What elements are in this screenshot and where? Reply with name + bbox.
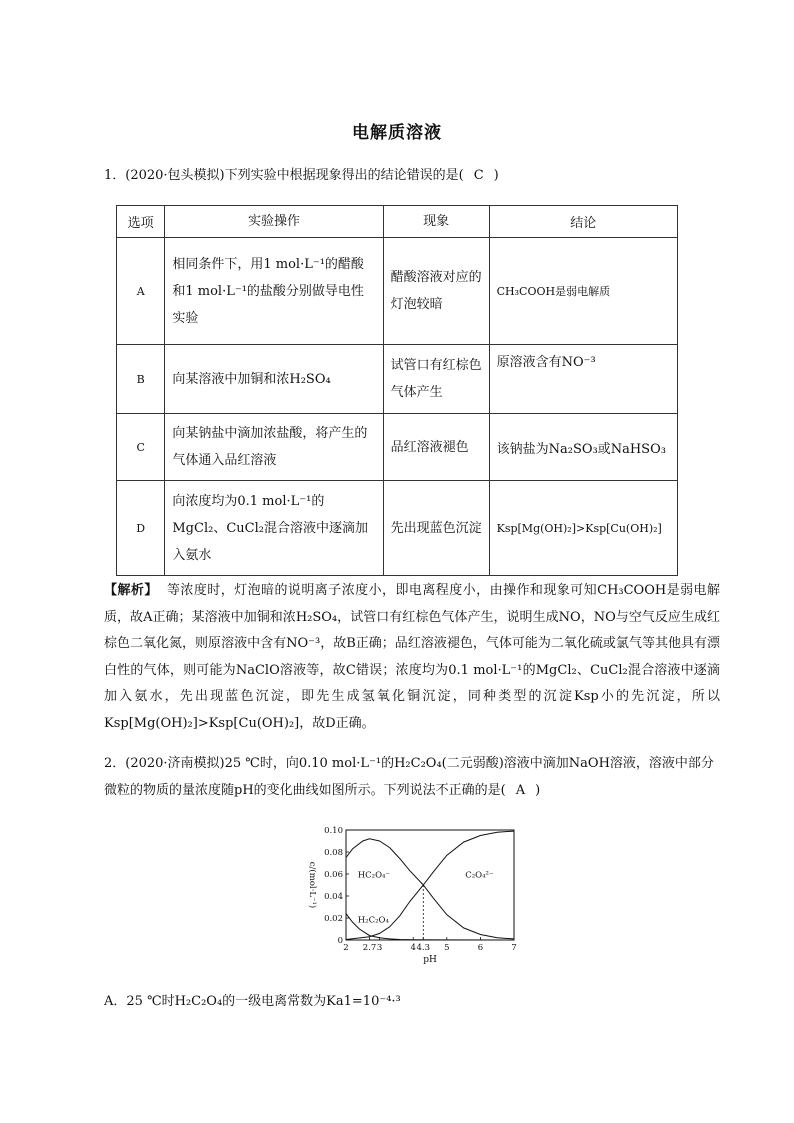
table-row: [117, 414, 678, 481]
option-a: A．25 ℃时H₂C₂O₄的一级电离常数为Ka1=10⁻⁴·³: [104, 994, 401, 1009]
x-tick-label: 7: [511, 943, 517, 953]
row-phenomenon: 先出现蓝色沉淀: [383, 481, 489, 576]
x-tick-label: 2: [343, 943, 349, 953]
question-2-stem: 2．(2020·济南模拟)25 ℃时，向0.10 mol·L⁻¹的H₂C₂O₄(二元弱酸)溶液中滴加NaOH溶液，溶液中部分微粒的物质的量浓度随pH的变化曲线如图所示。下列说法不正确的是(: [104, 756, 714, 798]
x-tick-label: 4: [410, 943, 416, 953]
x-tick-label: 6: [477, 943, 484, 953]
row-option: D: [117, 481, 165, 576]
question-1: [104, 163, 719, 189]
y-tick-label: 0.04: [324, 892, 343, 902]
x-tick-label: 4.3: [416, 943, 431, 953]
x-axis-label: pH: [423, 955, 437, 965]
table-row: [117, 238, 678, 345]
page-title: 电解质溶液: [352, 123, 442, 143]
y-axis-label: c/(mol·L⁻¹): [307, 861, 317, 909]
row-operation: 相同条件下，用1 mol·L⁻¹的醋酸和1 mol·L⁻¹的盐酸分别做导电性实验: [165, 238, 383, 345]
row-operation: 向某溶液中加铜和浓H₂SO₄: [165, 345, 383, 414]
y-tick-label: 0.06: [324, 870, 343, 880]
row-phenomenon: 醋酸溶液对应的灯泡较暗: [383, 238, 489, 345]
experiment-table: [116, 205, 678, 576]
x-tick-label: 3: [376, 943, 383, 953]
row-option: B: [117, 345, 165, 414]
row-operation: 向浓度均为0.1 mol·L⁻¹的MgCl₂、CuCl₂混合溶液中逐滴加入氨水: [165, 481, 383, 576]
series-label-hc2o4: HC₂O₄⁻: [357, 870, 390, 881]
series-label-h2c2o4: H₂C₂O₄: [357, 915, 389, 926]
y-tick-label: 0.02: [324, 914, 343, 924]
y-tick-label: 0: [337, 936, 343, 946]
row-operation: 向某钠盐中滴加浓盐酸，将产生的气体通入品红溶液: [165, 414, 383, 481]
analysis-paragraph: [104, 578, 720, 737]
y-tick-label: 0.08: [324, 848, 343, 858]
row-conclusion: Ksp[Mg(OH)₂]>Ksp[Cu(OH)₂]: [489, 481, 677, 576]
question-2-answer: A: [515, 783, 526, 798]
concentration-ph-chart: [296, 820, 526, 970]
row-phenomenon: 品红溶液褪色: [383, 414, 489, 481]
question-2-close: ): [535, 783, 541, 798]
row-phenomenon: 试管口有红棕色气体产生: [383, 345, 489, 414]
x-tick-label: 5: [444, 943, 450, 953]
table-row: [117, 345, 678, 414]
row-option: A: [117, 238, 165, 345]
question-2: [104, 750, 719, 804]
header-phenomenon: 现象: [383, 206, 489, 238]
x-tick-label: 2.7: [362, 943, 377, 953]
header-operation: 实验操作: [165, 206, 383, 238]
y-tick-label: 0.10: [324, 826, 343, 836]
series-label-c2o4: C₂O₄²⁻: [465, 870, 494, 881]
row-conclusion: CH₃COOH是弱电解质: [489, 238, 677, 345]
header-conclusion: 结论: [489, 206, 677, 238]
question-1-stem: 1．(2020·包头模拟)下列实验中根据现象得出的结论错误的是(: [104, 168, 464, 183]
row-conclusion: 原溶液含有NO⁻³: [489, 345, 677, 414]
question-1-close: ): [493, 168, 499, 183]
question-1-answer: C: [473, 168, 484, 183]
analysis-text: 等浓度时，灯泡暗的说明离子浓度小，即电离程度小，由操作和现象可知CH₃COOH是弱电解质，故A正确；某溶液中加铜和浓H₂SO₄，试管口有红棕色气体产生，说明生成NO，NO与空气反应生成红棕色二氧化氮，则原溶液中含有NO⁻³，故B正确；品红溶液褪色，气体可能为二氧化硫或氯气等其他具有漂白性的气体，则可能为NaClO溶液等，故C错误；浓度均为0.1 mol·L⁻¹的MgCl₂、CuCl₂混合溶液中逐滴加入氨水，先出现蓝色沉淀，即先生成氢氧化铜沉淀，同种类型的沉淀Ksp小的先沉淀，所以Ksp[Mg(OH)₂]>Ksp[Cu(OH)₂]，故D正确。: [104, 583, 720, 731]
row-option: C: [117, 414, 165, 481]
header-option: 选项: [117, 206, 165, 238]
analysis-tag: 【解析】: [104, 583, 158, 598]
table-row: [117, 481, 678, 576]
row-conclusion: 该钠盐为Na₂SO₃或NaHSO₃: [489, 414, 677, 481]
